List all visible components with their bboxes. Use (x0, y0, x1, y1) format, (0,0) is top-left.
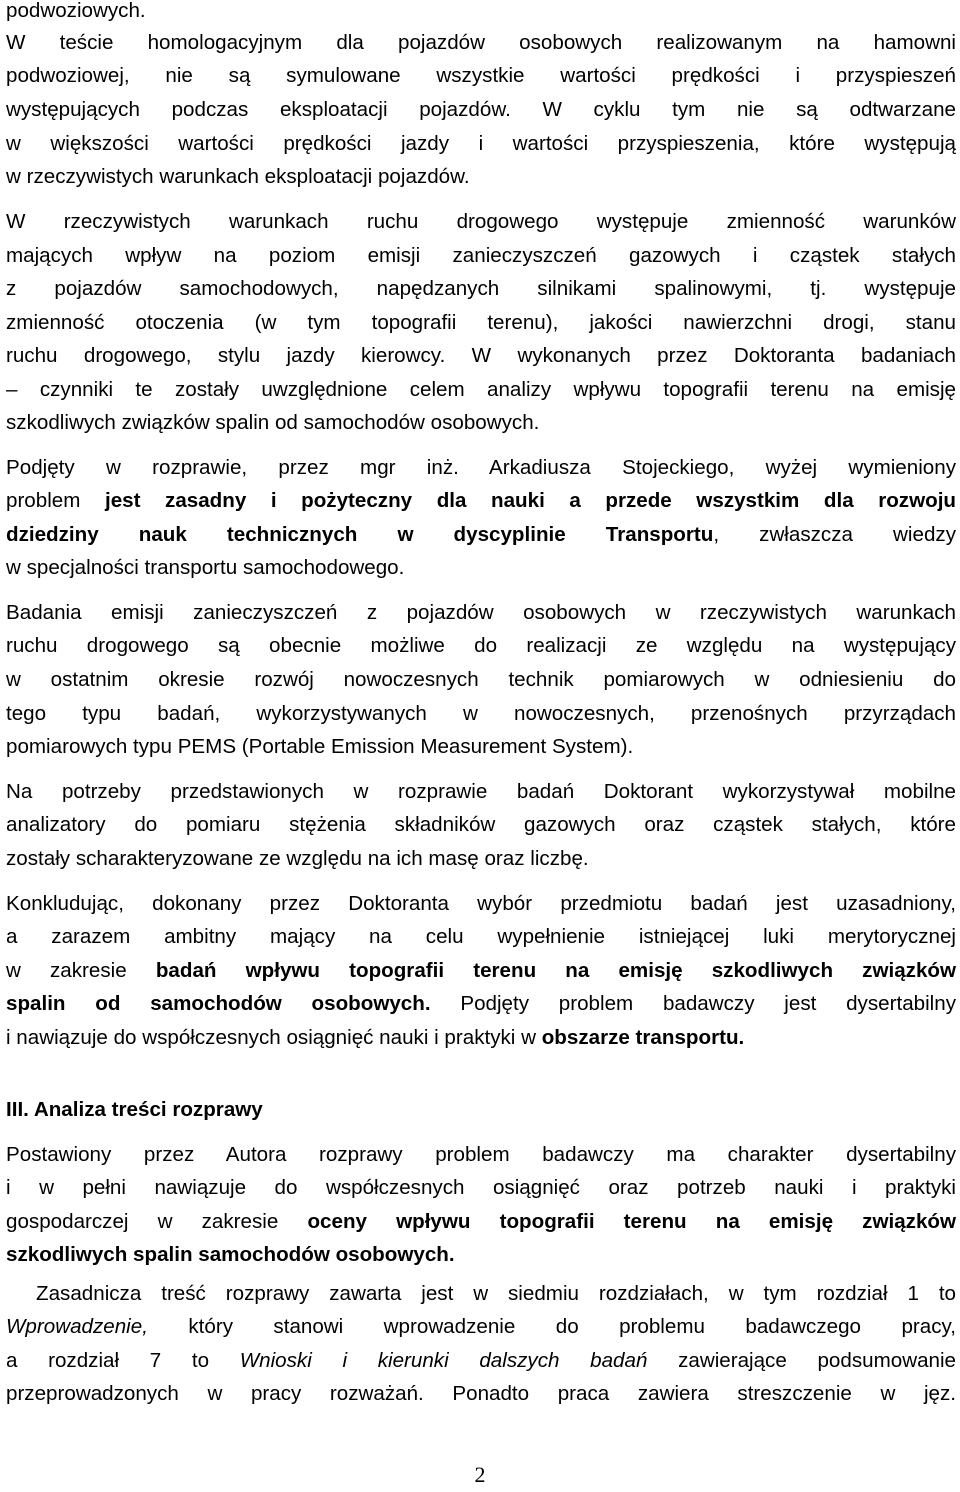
text-line: i nawiązuje do współczesnych osiągnięć nauki i praktyki w obszarze transportu. (6, 1026, 745, 1049)
emphasis-text: obszarze transportu. (541, 1026, 745, 1049)
text-line: występujących podczas eksploatacji pojazdów. W cyklu tym nie są odtwarzane (6, 98, 956, 121)
text-line: W teście homologacyjnym dla pojazdów osobowych realizowanym na hamowni (6, 31, 956, 54)
section-heading: III. Analiza treści rozprawy (6, 1098, 263, 1121)
page-number: 2 (474, 1462, 486, 1487)
text-line: a zarazem ambitny mający na celu wypełnienie istniejącej luki merytorycznej (6, 925, 956, 948)
text-line: Podjęty w rozprawie, przez mgr inż. Arkadiusza Stojeckiego, wyżej wymieniony (6, 456, 956, 479)
text-line: w większości wartości prędkości jazdy i wartości przyspieszenia, które występują (6, 132, 956, 155)
emphasis-text: szkodliwych spalin samochodów osobowych. (6, 1243, 455, 1266)
text-line: Badania emisji zanieczyszczeń z pojazdów osobowych w rzeczywistych warunkach (6, 601, 956, 624)
emphasis-text: oceny wpływu topografii terenu na emisję związków (307, 1210, 956, 1233)
text-line: W rzeczywistych warunkach ruchu drogowego występuje zmienność warunków (6, 210, 956, 233)
emphasis-text: jest zasadny i pożyteczny dla nauki a przede wszystkim dla rozwoju (104, 489, 956, 512)
text-line: dziedziny nauk technicznych w dyscyplinie Transportu, zwłaszcza wiedzy (6, 523, 957, 546)
text-line: Na potrzeby przedstawionych w rozprawie badań Doktorant wykorzystywał mobilne (6, 780, 956, 803)
text-line: Postawiony przez Autora rozprawy problem badawczy ma charakter dysertabilny (6, 1143, 956, 1166)
emphasis-text: dziedziny nauk technicznych w dyscyplinie Transportu (6, 523, 714, 546)
text-line: ruchu drogowego są obecnie możliwe do realizacji ze względu na występujący (6, 634, 956, 657)
text-line: szkodliwych związków spalin od samochodów osobowych. (6, 411, 540, 434)
text-line: problem jest zasadny i pożyteczny dla nauki a przede wszystkim dla rozwoju (6, 489, 956, 512)
text-line: z pojazdów samochodowych, napędzanych silnikami spalinowymi, tj. występuje (6, 277, 956, 300)
text-line: analizatory do pomiaru stężenia składników gazowych oraz cząstek stałych, które (6, 813, 956, 836)
text-line: przeprowadzonych w pracy rozważań. Ponadto praca zawiera streszczenie w jęz. (6, 1382, 956, 1405)
text-line: – czynniki te zostały uwzględnione celem analizy wpływu topografii terenu na emisję (6, 378, 956, 401)
text-line: tego typu badań, wykorzystywanych w nowoczesnych, przenośnych przyrządach (6, 702, 956, 725)
text-line: Wprowadzenie, który stanowi wprowadzenie do problemu badawczego pracy, (6, 1315, 956, 1338)
text-line: w rzeczywistych warunkach eksploatacji pojazdów. (6, 165, 470, 188)
italic-title: Wnioski i kierunki dalszych badań (239, 1349, 648, 1372)
text-line: w specjalności transportu samochodowego. (6, 556, 405, 579)
text-line: zmienność otoczenia (w tym topografii terenu), jakości nawierzchni drogi, stanu (6, 311, 956, 334)
text-line: mających wpływ na poziom emisji zanieczyszczeń gazowych i cząstek stałych (6, 244, 956, 267)
text-line: Konkludując, dokonany przez Doktoranta wybór przedmiotu badań jest uzasadniony, (6, 892, 956, 915)
text-line: pomiarowych typu PEMS (Portable Emission Measurement System). (6, 735, 634, 758)
text-line: w ostatnim okresie rozwój nowoczesnych technik pomiarowych w odniesieniu do (6, 668, 956, 691)
text-line: Zasadnicza treść rozprawy zawarta jest w siedmiu rozdziałach, w tym rozdział 1 to (36, 1282, 956, 1305)
emphasis-text: badań wpływu topografii terenu na emisję szkodliwych związków (155, 959, 957, 982)
italic-title: Wprowadzenie, (6, 1315, 148, 1338)
text-line: spalin od samochodów osobowych. Podjęty problem badawczy jest dysertabilny (6, 992, 956, 1015)
text-line: a rozdział 7 to Wnioski i kierunki dalszych badań zawierające podsumowanie (6, 1349, 957, 1372)
text-line: podwoziowych. (6, 0, 146, 22)
text-line: i w pełni nawiązuje do współczesnych osiągnięć oraz potrzeb nauki i praktyki (6, 1176, 956, 1199)
emphasis-text: spalin od samochodów osobowych. (6, 992, 431, 1015)
text-line: w zakresie badań wpływu topografii terenu na emisję szkodliwych związków (6, 959, 957, 982)
text-line: zostały scharakteryzowane ze względu na ich masę oraz liczbę. (6, 847, 589, 870)
text-line: gospodarczej w zakresie oceny wpływu topografii terenu na emisję związków (6, 1210, 956, 1233)
text-line (6, 1238, 956, 1272)
text-line: podwoziowej, nie są symulowane wszystkie wartości prędkości i przyspieszeń (6, 64, 956, 87)
text-line: ruchu drogowego, stylu jazdy kierowcy. W wykonanych przez Doktoranta badaniach (6, 344, 956, 367)
